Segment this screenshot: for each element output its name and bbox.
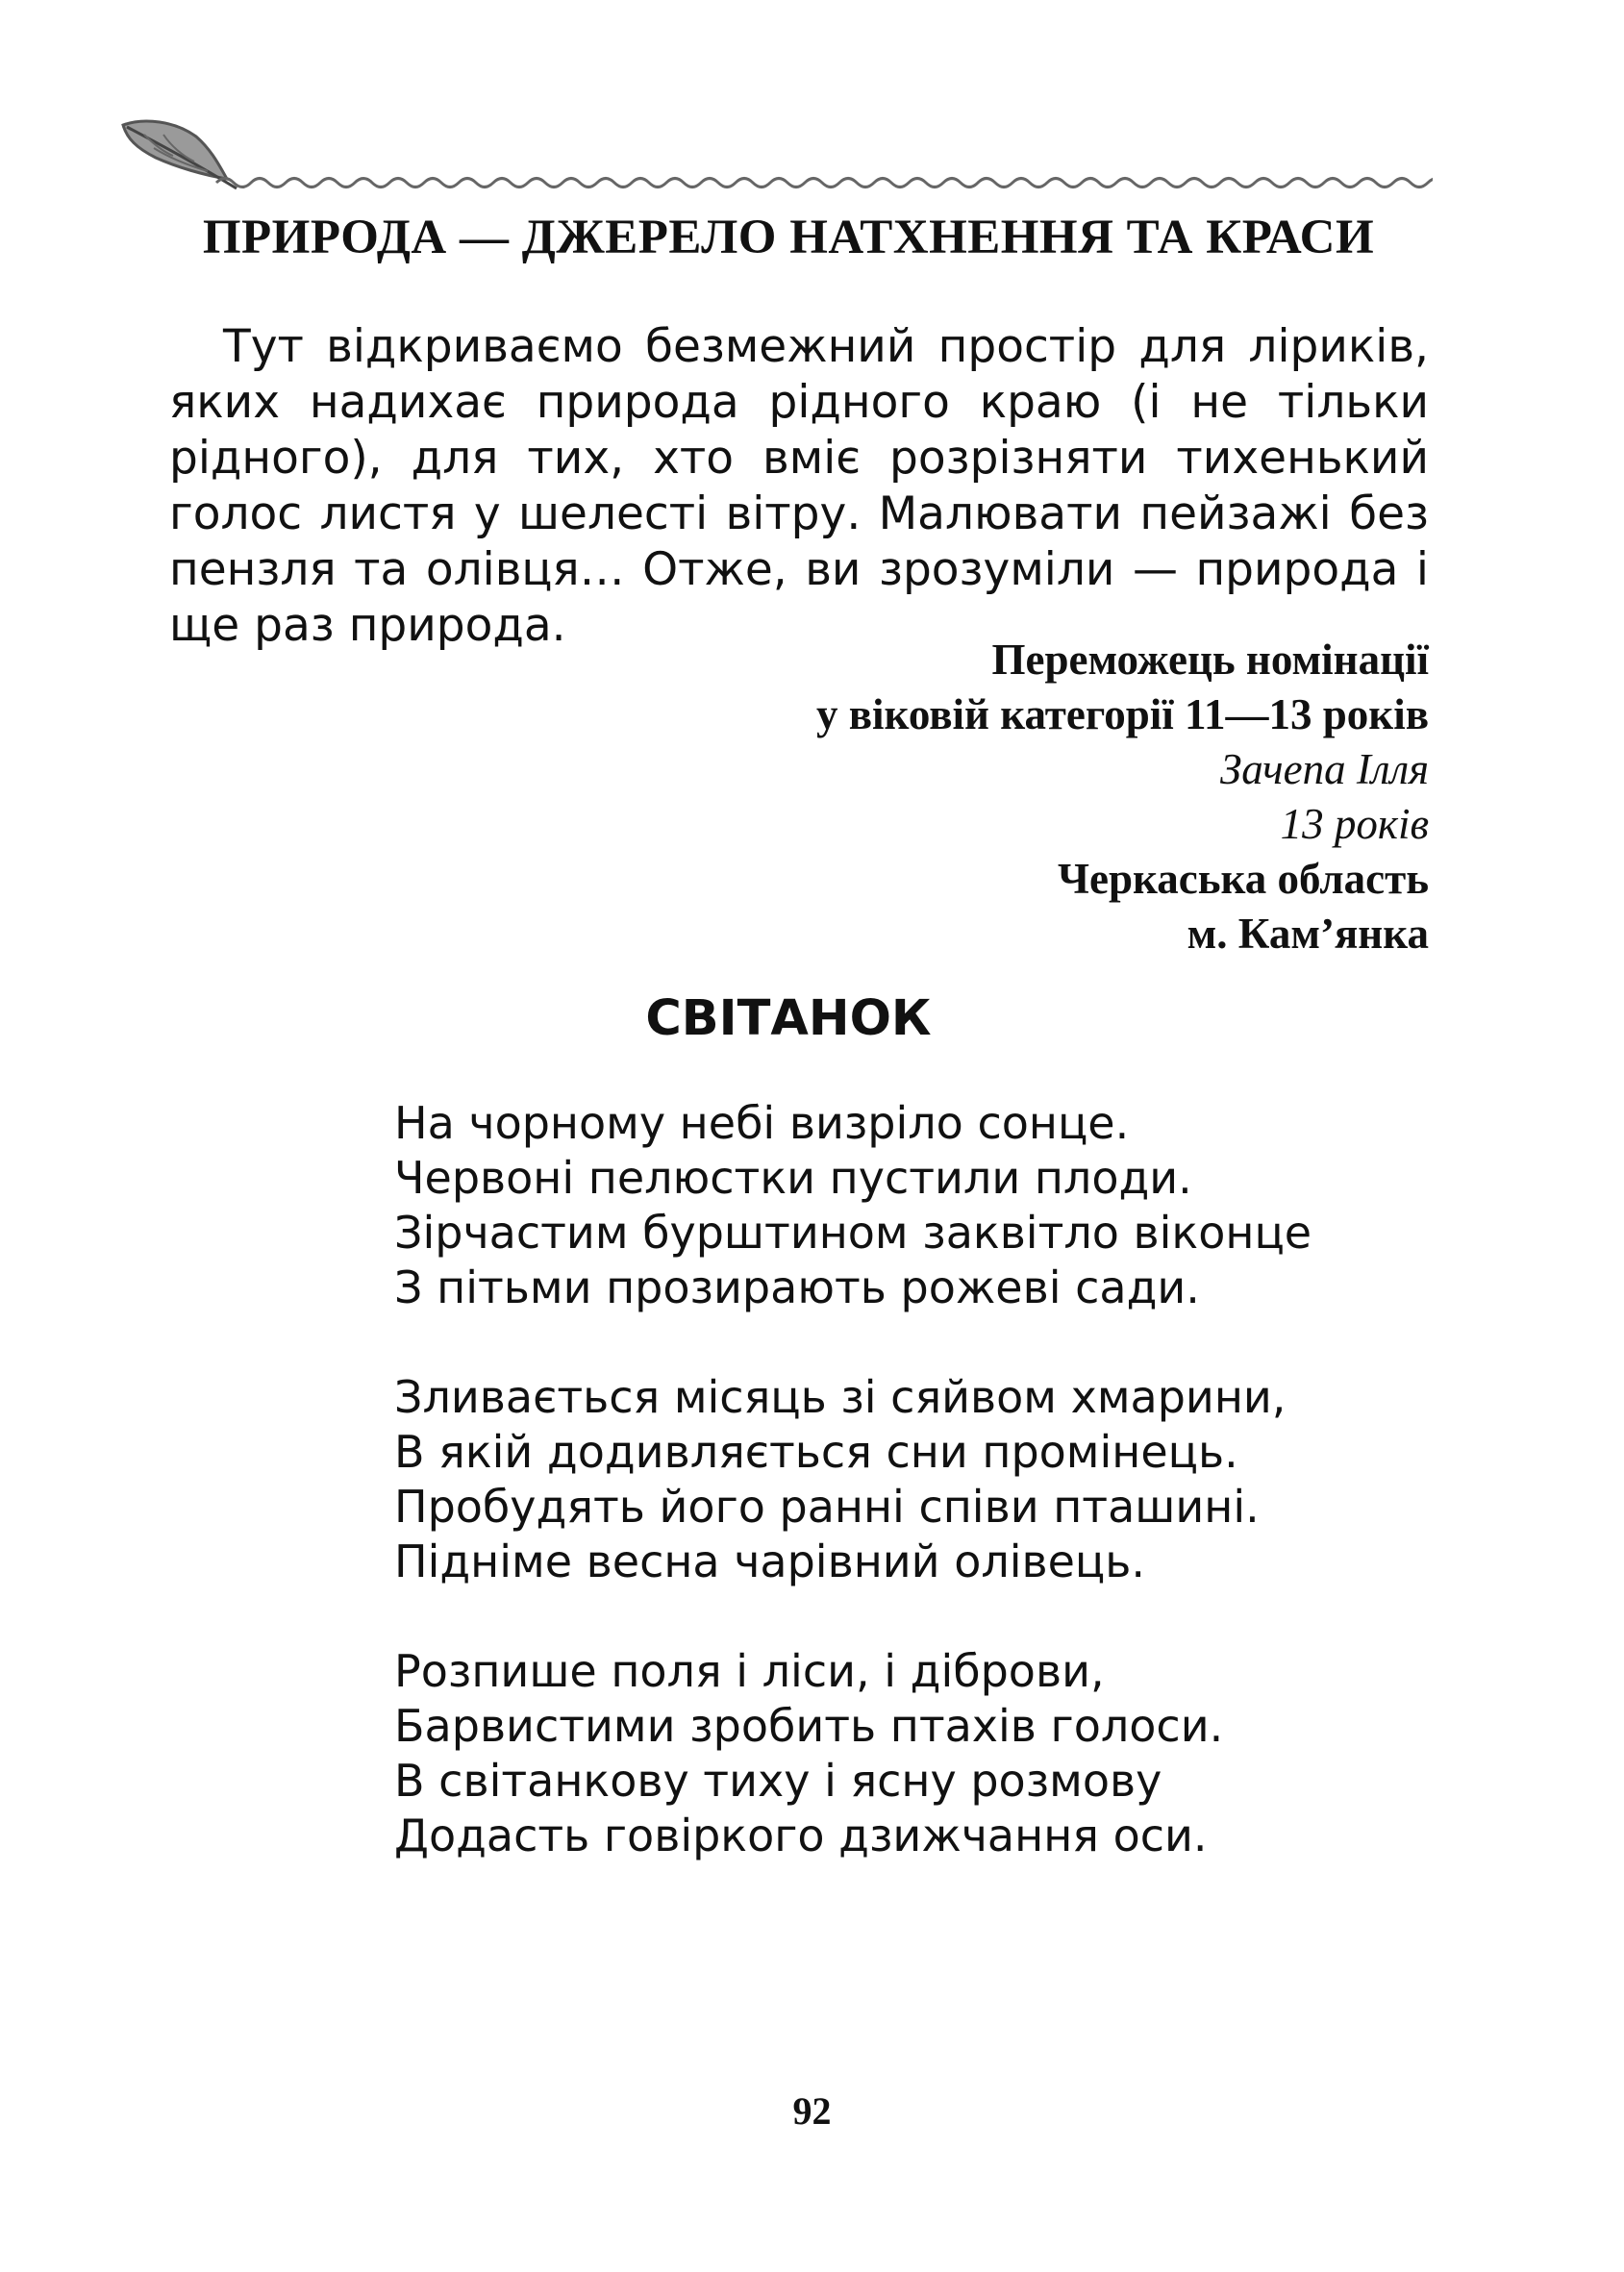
feather-quill-icon bbox=[123, 121, 237, 188]
poem-line: Розпише поля і ліси, і діброви, bbox=[394, 1645, 1105, 1697]
author-name: Зачепа Ілля bbox=[1219, 745, 1429, 793]
poem-stanza-3 bbox=[394, 1644, 1356, 1863]
author-credits bbox=[467, 633, 1429, 961]
poem-body bbox=[394, 1096, 1356, 1918]
poem-line: Червоні пелюстки пустили плоди. bbox=[394, 1152, 1192, 1204]
section-title: ПРИРОДА — ДЖЕРЕЛО НАТХНЕННЯ ТА КРАСИ bbox=[202, 211, 1375, 264]
author-region: Черкаська область bbox=[1057, 855, 1429, 903]
poem-line: Барвистими зробить птахів голоси. bbox=[394, 1700, 1224, 1752]
nomination-winner-label: Переможець номінації bbox=[991, 636, 1429, 684]
poem-line: На чорному небі визріло сонце. bbox=[394, 1097, 1130, 1149]
section-ornament bbox=[115, 106, 1433, 202]
poem-line: Додасть говіркого дзижчання оси. bbox=[394, 1810, 1208, 1861]
poem-stanza-1 bbox=[394, 1096, 1356, 1315]
age-category-label: у віковій категорії 11—13 років bbox=[815, 690, 1429, 738]
poem-line: Підніме весна чарівний олівець. bbox=[394, 1535, 1145, 1587]
wavy-divider bbox=[216, 179, 1433, 187]
poem-line: Зливається місяць зі сяйвом хмарини, bbox=[394, 1371, 1287, 1423]
poem-line: В якій додивляється сни промінець. bbox=[394, 1426, 1238, 1478]
author-age: 13 років bbox=[1280, 800, 1429, 848]
poem-line: Пробудять його ранні співи пташині. bbox=[394, 1481, 1260, 1533]
page-number: 92 bbox=[792, 2089, 832, 2133]
poem-line: Зірчастим бурштином заквітло віконце bbox=[394, 1207, 1312, 1259]
poem-line: В світанкову тиху і ясну розмову bbox=[394, 1755, 1162, 1807]
intro-paragraph: Тут відкриваємо безмежний простір для ліриків, яких надихає природа рідного краю (і не тільки рідного), для тих, хто вміє розрізняти тихенький голос листя у шелесті вітру. Малювати пейзажі без пензля та олівця… Отже, ви зрозуміли — природа і ще раз природа. bbox=[169, 320, 1429, 652]
poem-title: СВІТАНОК bbox=[645, 990, 932, 1047]
author-city: м. Кам’янка bbox=[1187, 910, 1429, 958]
poem-line: З пітьми прозирають рожеві сади. bbox=[394, 1261, 1200, 1313]
poem-stanza-2 bbox=[394, 1370, 1356, 1589]
